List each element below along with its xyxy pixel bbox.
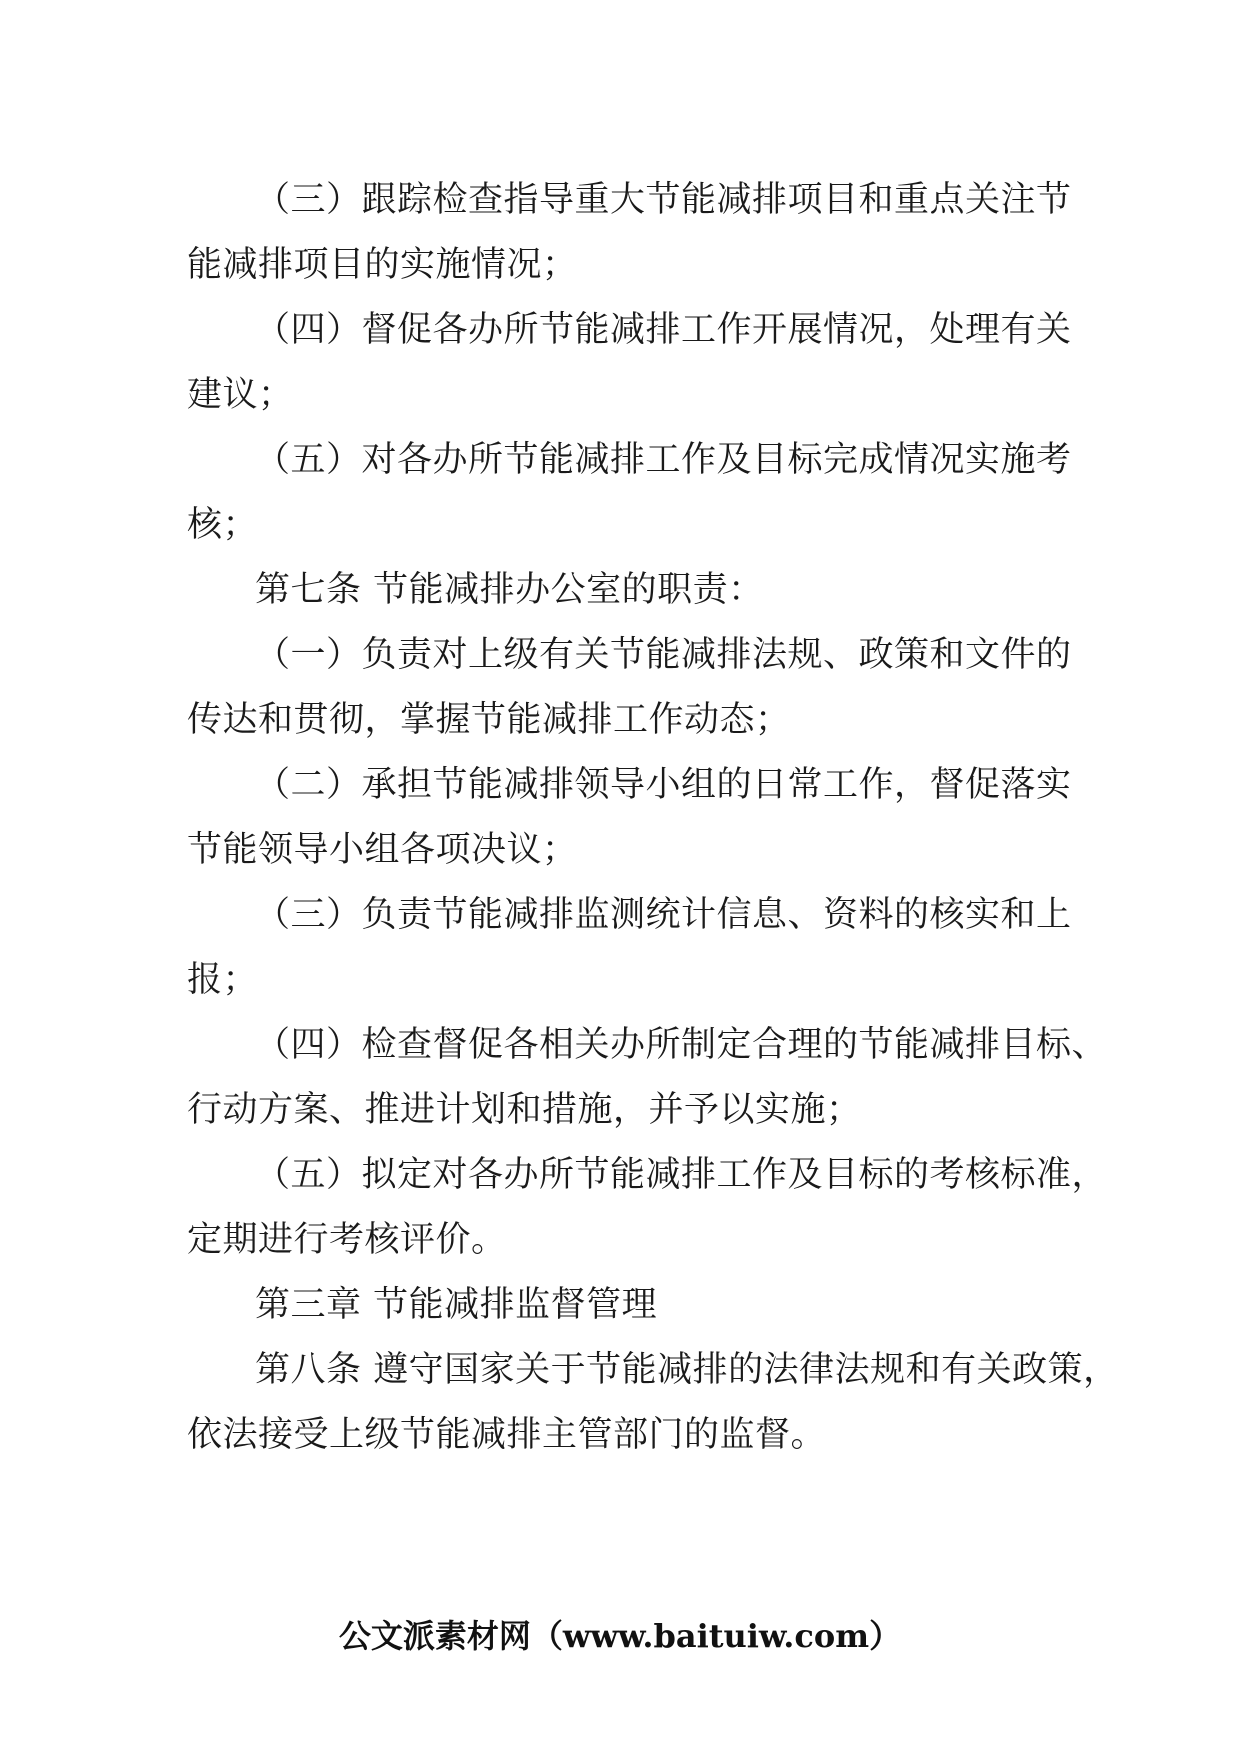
paragraph-line: （五）对各办所节能减排工作及目标完成情况实施考 [255,440,1072,480]
paragraph-line: 传达和贯彻，掌握节能减排工作动态； [187,700,791,740]
paragraph-line: （二）承担节能减排领导小组的日常工作，督促落实 [255,765,1072,805]
paragraph-line: （三）跟踪检查指导重大节能减排项目和重点关注节 [255,180,1072,220]
paragraph-line: 依法接受上级节能减排主管部门的监督。 [187,1415,827,1455]
paragraph-line: （五）拟定对各办所节能减排工作及目标的考核标准， [255,1155,1108,1195]
chapter-heading: 第三章 节能减排监督管理 [255,1285,658,1325]
paragraph-line: 能减排项目的实施情况； [187,245,578,285]
article-heading: 第七条 节能减排办公室的职责： [255,570,764,610]
paragraph-line: 行动方案、推进计划和措施，并予以实施； [187,1090,862,1130]
paragraph-line: （三）负责节能减排监测统计信息、资料的核实和上 [255,895,1072,935]
paragraph-line: 定期进行考核评价。 [187,1220,507,1260]
paragraph-line: 节能领导小组各项决议； [187,830,578,870]
document-body [187,168,1119,1468]
paragraph-line: （四）督促各办所节能减排工作开展情况，处理有关 [255,310,1072,350]
footer-watermark-text: 公文派素材网（www.baituiw.com） [338,1617,902,1655]
paragraph-line: （四）检查督促各相关办所制定合理的节能减排目标、 [255,1025,1108,1065]
paragraph-line: 报； [187,960,259,1000]
paragraph-line: （一）负责对上级有关节能减排法规、政策和文件的 [255,635,1072,675]
article-heading: 第八条 遵守国家关于节能减排的法律法规和有关政策， [255,1350,1119,1390]
paragraph-line: 建议； [187,375,294,415]
paragraph-line: 核； [187,505,259,545]
